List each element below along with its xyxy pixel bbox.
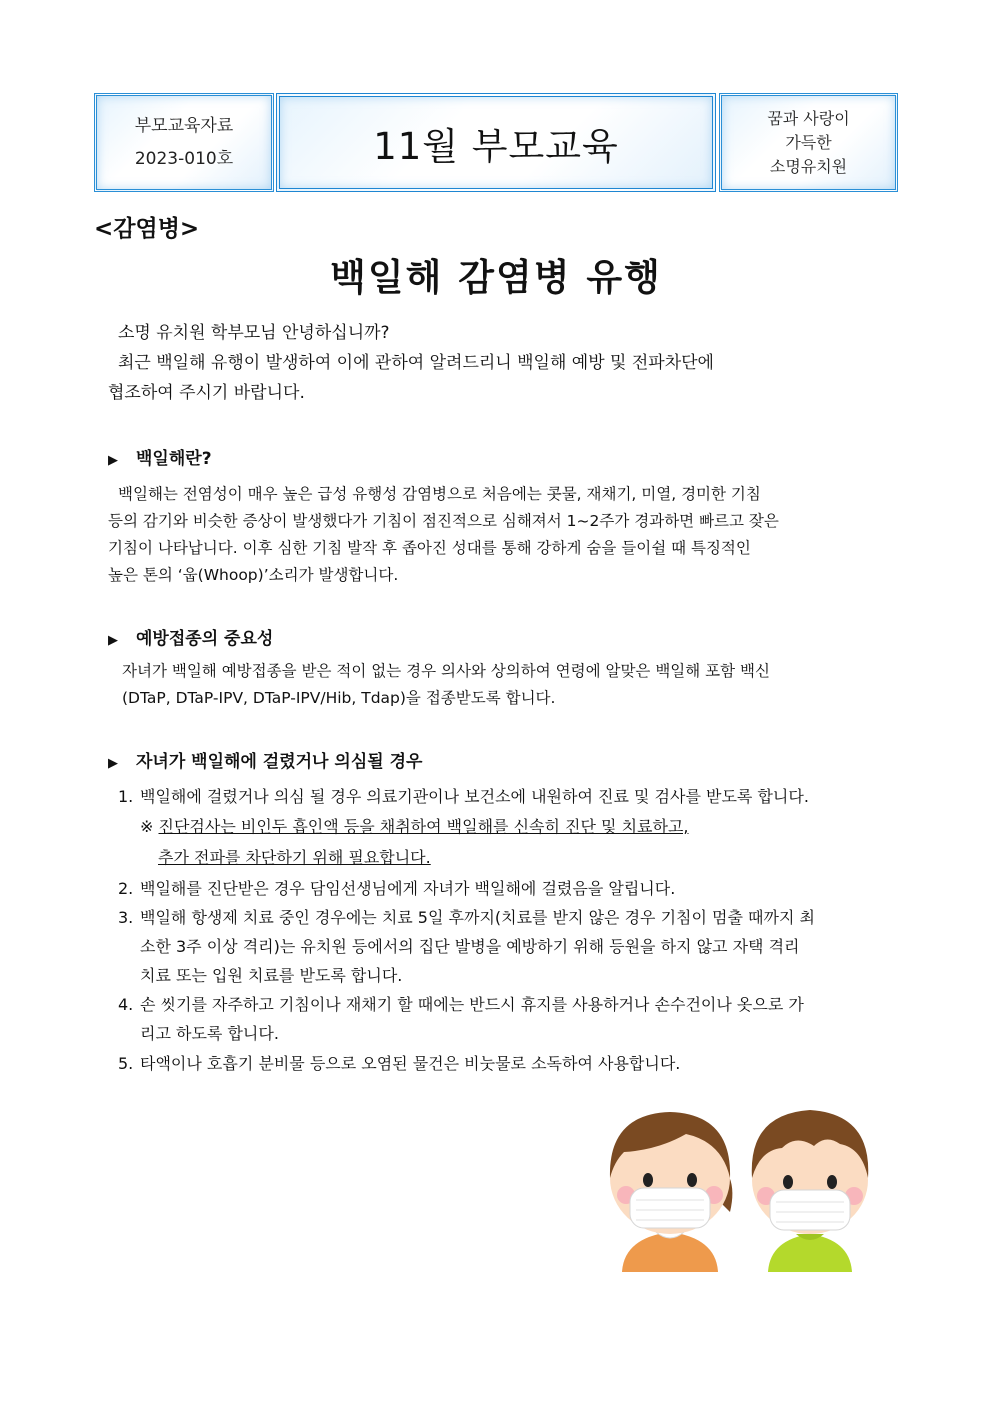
kg-slogan-line1: 꿈과 사랑이 — [767, 108, 850, 128]
paragraph-line: (DTaP, DTaP-IPV, DTaP-IPV/Hib, Tdap)을 접종받도록 합니다. — [122, 689, 556, 707]
header-title: 11월 부모교육 — [373, 124, 619, 168]
masked-children-illustration — [600, 1100, 900, 1275]
triangle-bullet-icon: ▶ — [108, 633, 118, 648]
note-mark: ※ — [140, 817, 154, 836]
boy-figure — [752, 1110, 868, 1272]
category-label: <감염병> — [94, 216, 200, 242]
list-item-continued: 소한 3주 이상 격리)는 유치원 등에서의 집단 발병을 예방하기 위해 등원을 하지 않고 자택 격리 — [140, 937, 800, 956]
page-title: 백일해 감염병 유행 — [330, 256, 662, 299]
paragraph-line: 자녀가 백일해 예방접종을 받은 적이 없는 경우 의사와 상의하여 연령에 알맞은 백일해 포함 백신 — [122, 662, 771, 680]
face-mask-icon — [630, 1188, 710, 1228]
intro-line2: 최근 백일해 유행이 발생하여 이에 관하여 알려드리니 백일해 예방 및 전파차단에 — [118, 353, 714, 373]
kg-slogan-line2: 가득한 — [785, 132, 832, 152]
list-item: 1. 백일해에 걸렸거나 의심 될 경우 의료기관이나 보건소에 내원하여 진료 및 검사를 받도록 합니다. — [118, 787, 809, 806]
paragraph-line: 기침이 나타납니다. 이후 심한 기침 발작 후 좁아진 성대를 통해 강하게 숨을 들이쉴 때 특징적인 — [108, 539, 751, 557]
triangle-bullet-icon: ▶ — [108, 756, 118, 771]
list-item: 5. 타액이나 호흡기 분비물 등으로 오염된 물건은 비눗물로 소독하여 사용합니다. — [118, 1054, 681, 1073]
list-item-continued: 리고 하도록 합니다. — [140, 1024, 279, 1043]
list-item: 3. 백일해 항생제 치료 중인 경우에는 치료 5일 후까지(치료를 받지 않은 경우 기침이 멈출 때까지 최 — [118, 908, 815, 927]
paragraph-line: 백일해는 전염성이 매우 높은 급성 유행성 감염병으로 처음에는 콧물, 재채기, 미열, 경미한 기침 — [118, 485, 761, 503]
list-item: 4. 손 씻기를 자주하고 기침이나 재채기 할 때에는 반드시 휴지를 사용하거나 손수건이나 옷으로 가 — [118, 995, 804, 1014]
action-list — [118, 0, 888, 1100]
kg-name: 소명유치원 — [769, 156, 848, 176]
section-heading-text: 예방접종의 중요성 — [136, 629, 274, 649]
list-note-line2: 추가 전파를 차단하기 위해 필요합니다. — [158, 848, 431, 867]
doc-type: 부모교육자료 — [134, 115, 234, 136]
list-item: 2. 백일해를 진단받은 경우 담임선생님에게 자녀가 백일해에 걸렸음을 알립니다. — [118, 879, 676, 898]
paragraph-line: 높은 톤의 ‘웁(Whoop)’소리가 발생합니다. — [108, 566, 399, 584]
paragraph-line: 등의 감기와 비슷한 증상이 발생했다가 기침이 점진적으로 심해져서 1~2주가 경과하면 빠르고 잦은 — [108, 512, 779, 530]
section-heading-text: 자녀가 백일해에 걸렸거나 의심될 경우 — [136, 752, 423, 772]
section-heading-text: 백일해란? — [136, 449, 212, 469]
list-note: ※ 진단검사는 비인두 흡인액 등을 채취하여 백일해를 신속히 진단 및 치료하고, — [140, 817, 689, 836]
doc-number: 2023-010호 — [134, 148, 234, 169]
triangle-bullet-icon: ▶ — [108, 453, 118, 468]
list-item-continued: 치료 또는 입원 치료를 받도록 합니다. — [140, 966, 403, 985]
intro-greeting: 소명 유치원 학부모님 안녕하십니까? — [118, 323, 390, 343]
face-mask-icon — [770, 1190, 850, 1230]
girl-figure — [610, 1112, 732, 1272]
intro-line3: 협조하여 주시기 바랍니다. — [108, 383, 305, 403]
